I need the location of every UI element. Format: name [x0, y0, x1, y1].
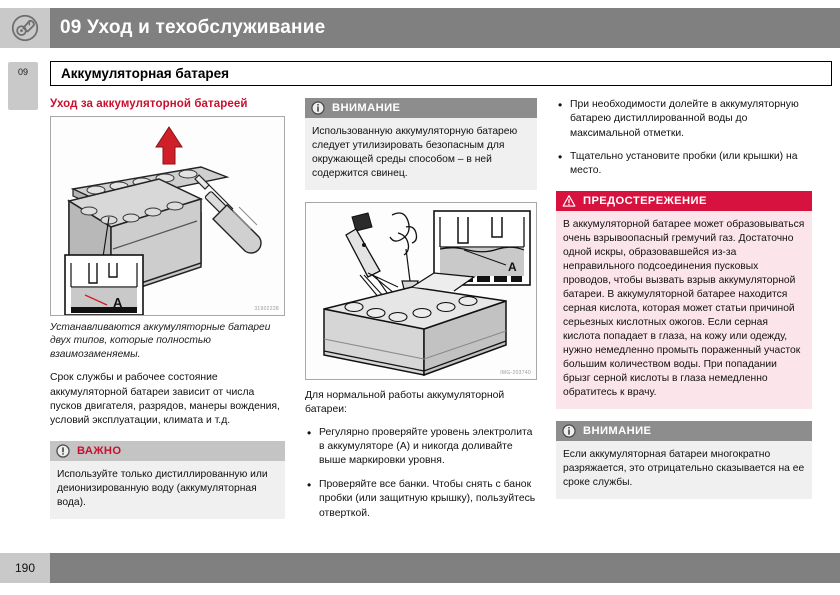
important-box-header — [50, 441, 285, 461]
info-circle-icon — [562, 424, 576, 438]
middle-lead-text: Для нормальной работы аккумуляторной батареи: — [305, 390, 505, 416]
figure-code: 31902228 — [254, 306, 279, 312]
warning-box-header — [556, 191, 812, 211]
middle-bullet-list — [305, 426, 537, 521]
important-box — [50, 441, 285, 519]
note-box-discharge — [556, 421, 812, 499]
battery-screwdriver-figure — [50, 116, 285, 316]
note-box-recycling — [305, 98, 537, 190]
page-number: 190 — [0, 553, 50, 583]
note-box-text: Использованную аккумуляторную батарею следует утилизировать безопасным для окружающей среды способом – в ней содержится свинец. — [305, 118, 537, 190]
chapter-tab — [8, 62, 38, 110]
column-middle — [305, 98, 537, 530]
note-box-header — [556, 421, 812, 441]
important-box-label: ВАЖНО — [77, 444, 122, 457]
note-box-label: ВНИМАНИЕ — [332, 102, 401, 114]
battery-screwdriver-illustration — [51, 117, 285, 316]
important-box-text: Используйте только дистиллированную или деионизированную воду (аккумуляторная вода). — [50, 461, 285, 519]
chapter-tab-label: 09 — [17, 67, 28, 77]
note-box-label: ВНИМАНИЕ — [583, 424, 652, 437]
note-box-text: Если аккумуляторная батареи многократно разряжается, это отрицательно сказывается на ее сроке службы. — [556, 441, 812, 499]
left-paragraph: Срок службы и рабочее состояние аккумуляторной батареи зависит от числа пусков двигателя, разрядов, манеры вождения, условий эксплуатации, климата и т.д. — [50, 372, 280, 427]
callout-letter-a: A — [113, 295, 123, 310]
list-item: • Регулярно проверяйте уровень электролита в аккумуляторе (A) и никогда доливайте выше маркировки уровня. — [305, 426, 537, 469]
subsection-heading: Уход за аккумуляторной батареей — [50, 98, 248, 110]
info-circle-icon — [311, 101, 325, 115]
figure-caption: Устанавливаются аккумуляторные батареи двух типов, которые полностью взаимозаменяемы. — [50, 322, 271, 360]
page-title: 09 Уход и техобслуживание — [60, 17, 326, 38]
page-footer-bar — [0, 553, 840, 583]
list-item: • При необходимости долейте в аккумуляторную батарею дистиллированной воды до максимальной отметки. — [556, 98, 812, 141]
column-right — [556, 98, 812, 499]
list-item: • Тщательно установите пробки (или крышки) на место. — [556, 150, 812, 179]
warning-box-text: В аккумуляторной батарее может образовываться очень взрывоопасный гремучий газ. Достаточно одной искры, образовавшейся из-за неправильного подсоединения пусковых проводов, чтобы вызвать взрыв аккумуляторной батареи. В аккумуляторной батарее находится серная кислота, которая может статьи причиной серьезных кислотных ожогов. Если серная кислота попадает в глаза, на кожу или одежду, нужно немедленно промыть пораженный участок большим количеством воды. При попадании брызг серной кислоты в глаза немедленно обратитесь к врачу. — [556, 211, 812, 409]
list-item: • Проверяйте все банки. Чтобы снять с банок пробки (или защитную крышку), пользуйтесь отверткой. — [305, 478, 537, 521]
header-icon-container — [0, 8, 50, 48]
section-title: Аккумуляторная батарея — [50, 61, 832, 86]
warning-box — [556, 191, 812, 409]
warning-box-label: ПРЕДОСТЕРЕЖЕНИЕ — [583, 194, 707, 207]
wrench-gear-icon — [11, 14, 39, 42]
column-left — [50, 98, 285, 519]
battery-electrolyte-illustration — [306, 203, 537, 380]
figure-code: IMG-203740 — [500, 370, 531, 376]
exclamation-circle-icon — [56, 444, 70, 458]
callout-letter-a: A — [508, 260, 517, 274]
battery-electrolyte-figure — [305, 202, 537, 380]
warning-triangle-icon — [562, 194, 576, 208]
right-bullet-list — [556, 98, 812, 179]
note-box-header — [305, 98, 537, 118]
